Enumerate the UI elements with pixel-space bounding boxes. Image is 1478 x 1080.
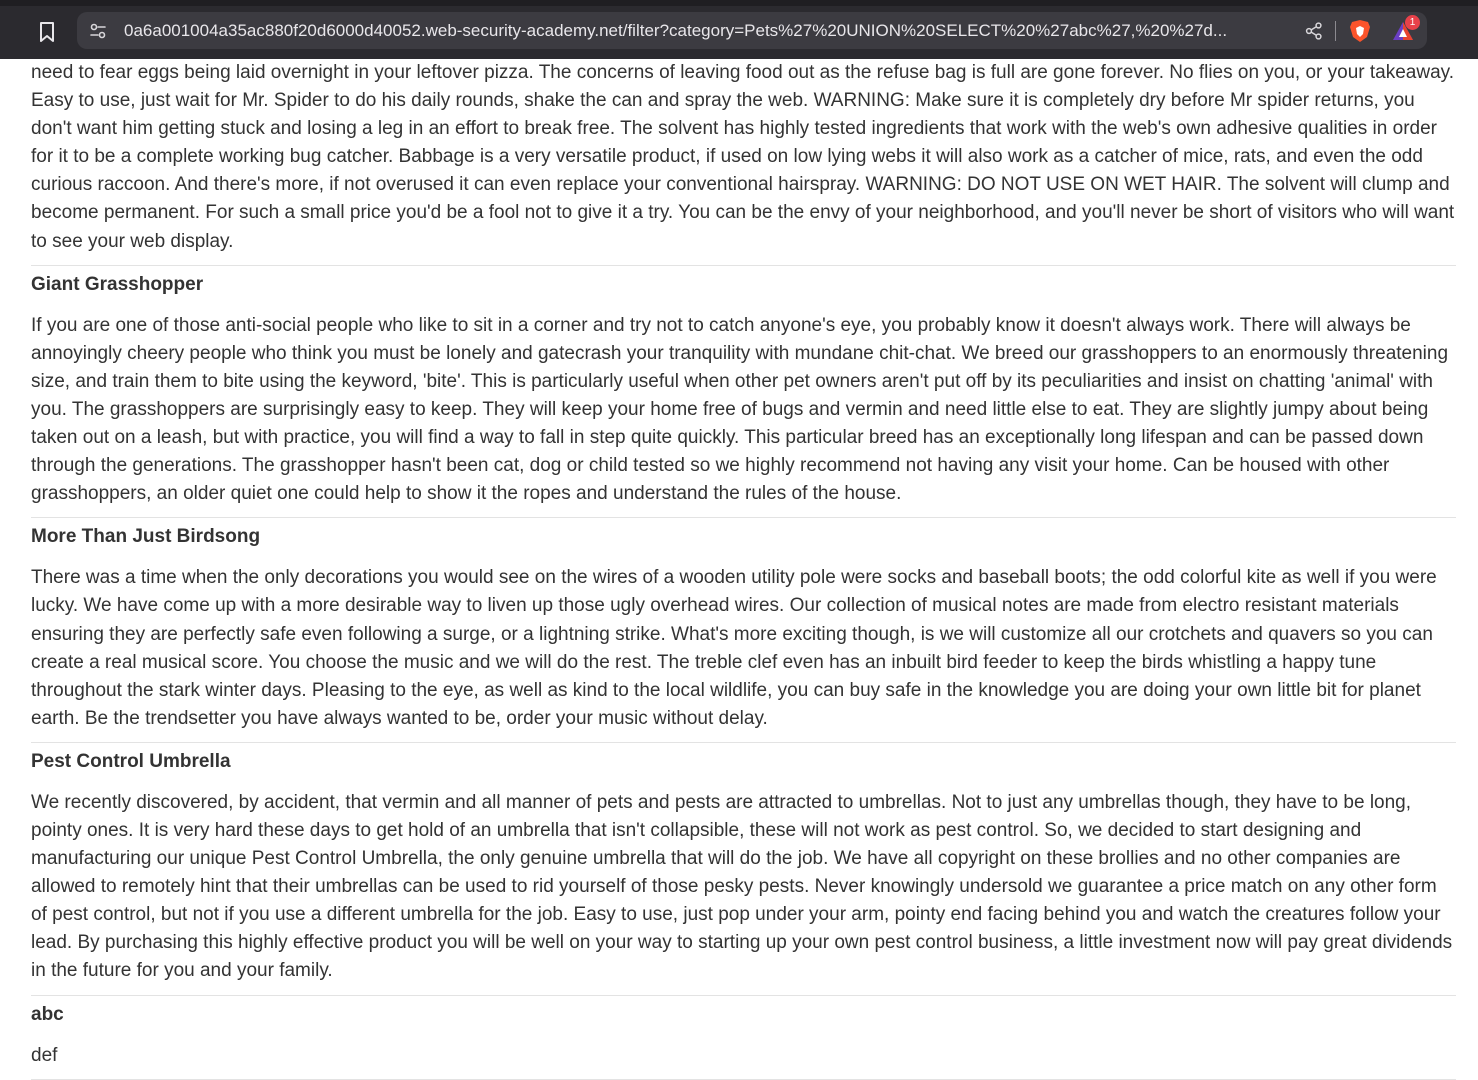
share-icon[interactable] [1301, 18, 1327, 44]
url-text[interactable]: 0a6a001004a35ac880f20d6000d40052.web-security-academy.net/filter?category=Pets%27%20UNION%20SELECT%20%27abc%27,%20%27d... [124, 21, 1228, 40]
product-title: Pest Control Umbrella [31, 750, 231, 772]
product-title: More Than Just Birdsong [31, 526, 261, 548]
divider [31, 1079, 1456, 1080]
product-description: If you are one of those anti-social people who like to sit in a corner and try not to catch anyone's eye, you probably know it doesn't always work. There will always be annoyingly cheery people who think you must be lonely and gatecrash your tranquility with mundane chit-chat. We breed our grasshoppers to an enormously threatening size, and train them to bite using the keyword, 'bite'. This is particularly useful when other pet owners aren't put off by its peculiarities and insist on chatting 'animal' with you. The grasshoppers are surprisingly easy to keep. They will keep your home free of bugs and vermin and need little else to eat. They are slightly jumpy about being taken out on a leash, but with practice, you will find a way to fall in step quite quickly. This particular breed has an exceptionally long lifespan and can be passed down through the generations. The grasshopper hasn't been cat, dog or child tested so we highly recommend not having any visit your home. Can be housed with other grasshoppers, an older quiet one could help to show it the ropes and understand the rules of the house. [31, 314, 1449, 505]
product-title: abc [31, 1003, 64, 1025]
address-bar[interactable] [77, 12, 1427, 49]
bookmark-icon[interactable] [32, 17, 62, 47]
product-description: We recently discovered, by accident, that vermin and all manner of pets and pests are attracted to umbrellas. Not to just any umbrellas though, they have to be long, pointy ones. It is very hard these days to get hold of an umbrella that isn't collapsible, these will not work as pest control. So, we decided to start designing and manufacturing our unique Pest Control Umbrella, the only genuine umbrella that will do the job. We have all copyright on these brollies and no other companies are allowed to remotely hint that their umbrellas can be used to rid yourself of those pesky pests. Never knowingly undersold we guarantee a price match on any other form of pest control, but not if you use a different umbrella for the job. Easy to use, just pop under your arm, pointy end facing behind you and watch the creatures follow your lead. By purchasing this highly effective product you will be well on your way to starting up your own pest control business, a little investment now will pay great dividends in the future for you and your family. [31, 791, 1453, 982]
product-title: Giant Grasshopper [31, 273, 204, 295]
toolbar-separator [1335, 21, 1336, 41]
browser-toolbar [0, 0, 1478, 59]
site-settings-icon[interactable] [85, 18, 111, 44]
product-list [31, 59, 1456, 1080]
browser-tab-strip [0, 0, 1478, 6]
product-description: There was a time when the only decorations you would see on the wires of a wooden utility pole were socks and baseball boots; the odd colorful kite as well if you were lucky. We have come up with a more desirable way to liven up those ugly overhead wires. Our collection of musical notes are made from electro resistant materials ensuring they are perfectly safe even following a surge, or a lightning strike. What's more exciting though, is we will customize all our crotchets and quavers so you can create a real musical score. You choose the music and we will do the rest. The treble clef even has an inbuilt bird feeder to keep the birds whistling a happy tune throughout the stark winter days. Pleasing to the eye, as well as kind to the local wildlife, you can buy safe in the knowledge you are doing your own little bit for planet earth. Be the trendsetter you have always wanted to be, order your music without delay. [31, 567, 1437, 729]
product-description: need to fear eggs being laid overnight in your leftover pizza. The concerns of leaving food out as the refuse bag is full are gone forever. No flies on you, or your takeaway. Easy to use, just wait for Mr. Spider to do his daily rounds, shake the can and spray the web. WARNING: Make sure it is completely dry before Mr spider returns, you don't want him getting stuck and losing a leg in an effort to break free. The solvent has highly tested ingredients that work with the web's own adhesive qualities in order for it to be a complete working bug catcher. Babbage is a very versatile product, if used on low lying webs it will also work as a catcher of mice, rats, and even the odd curious raccoon. And there's more, if not overused it can even replace your conventional hairspray. WARNING: DO NOT USE ON WET HAIR. The solvent will clump and become permanent. For such a small price you'd be a fool not to give it a try. You can be the envy of your neighborhood, and you'll never be short of visitors who will want to see your web display. [31, 62, 1455, 252]
brave-shields-icon[interactable] [1346, 17, 1374, 45]
rewards-badge: 1 [1405, 15, 1420, 30]
product-description: def [31, 1044, 58, 1066]
brave-rewards-icon[interactable] [1387, 17, 1419, 45]
